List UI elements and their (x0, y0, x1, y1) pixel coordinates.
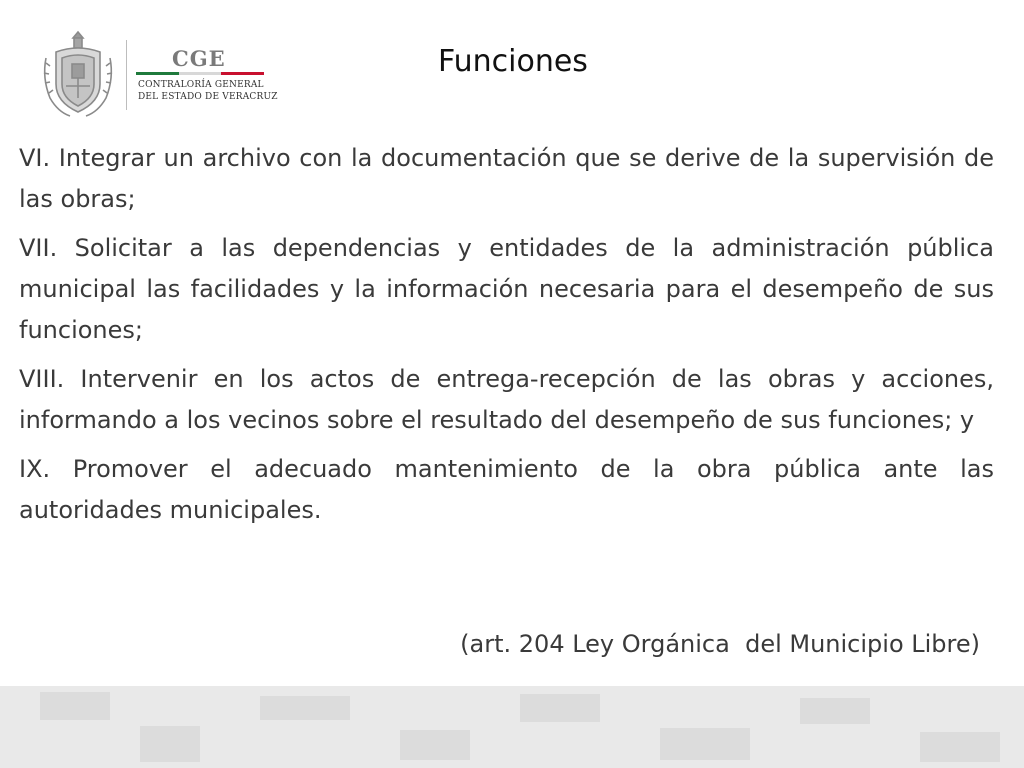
legal-citation: (art. 204 Ley Orgánica del Municipio Libre) (460, 630, 980, 658)
logo-text-line-2: DEL ESTADO DE VERACRUZ (138, 92, 278, 102)
footer-tile (400, 730, 470, 760)
footer-pattern (0, 686, 1024, 768)
green-stripe (136, 72, 179, 75)
footer-tile (920, 732, 1000, 762)
function-item-vi: VI. Integrar un archivo con la documentación que se derive de la supervisión de las obras; (19, 144, 994, 213)
cge-logo (40, 28, 280, 120)
logo-divider (126, 40, 127, 110)
logo-text-line-1: CONTRALORÍA GENERAL (138, 80, 264, 90)
tricolor-bar (136, 72, 264, 75)
page-title: Funciones (438, 44, 588, 79)
function-item-ix: IX. Promover el adecuado mantenimiento de la obra pública ante las autoridades municipales. (19, 455, 994, 524)
function-item-viii: VIII. Intervenir en los actos de entrega-recepción de las obras y acciones, informando a los vecinos sobre el resultado del desempeño de sus funciones; y (19, 365, 994, 434)
footer-tile (520, 694, 600, 722)
footer-tile (660, 728, 750, 760)
footer-tile (260, 696, 350, 720)
footer-tile (40, 692, 110, 720)
functions-list (19, 138, 994, 539)
red-stripe (221, 72, 264, 75)
veracruz-coat-of-arms-icon (40, 28, 116, 120)
footer-tile (800, 698, 870, 724)
cge-logo-mark: CGE (172, 46, 226, 71)
white-stripe (179, 72, 222, 75)
function-item-vii: VII. Solicitar a las dependencias y entidades de la administración pública municipal las facilidades y la información necesaria para el desempeño de sus funciones; (19, 234, 994, 344)
footer-tile (140, 726, 200, 762)
